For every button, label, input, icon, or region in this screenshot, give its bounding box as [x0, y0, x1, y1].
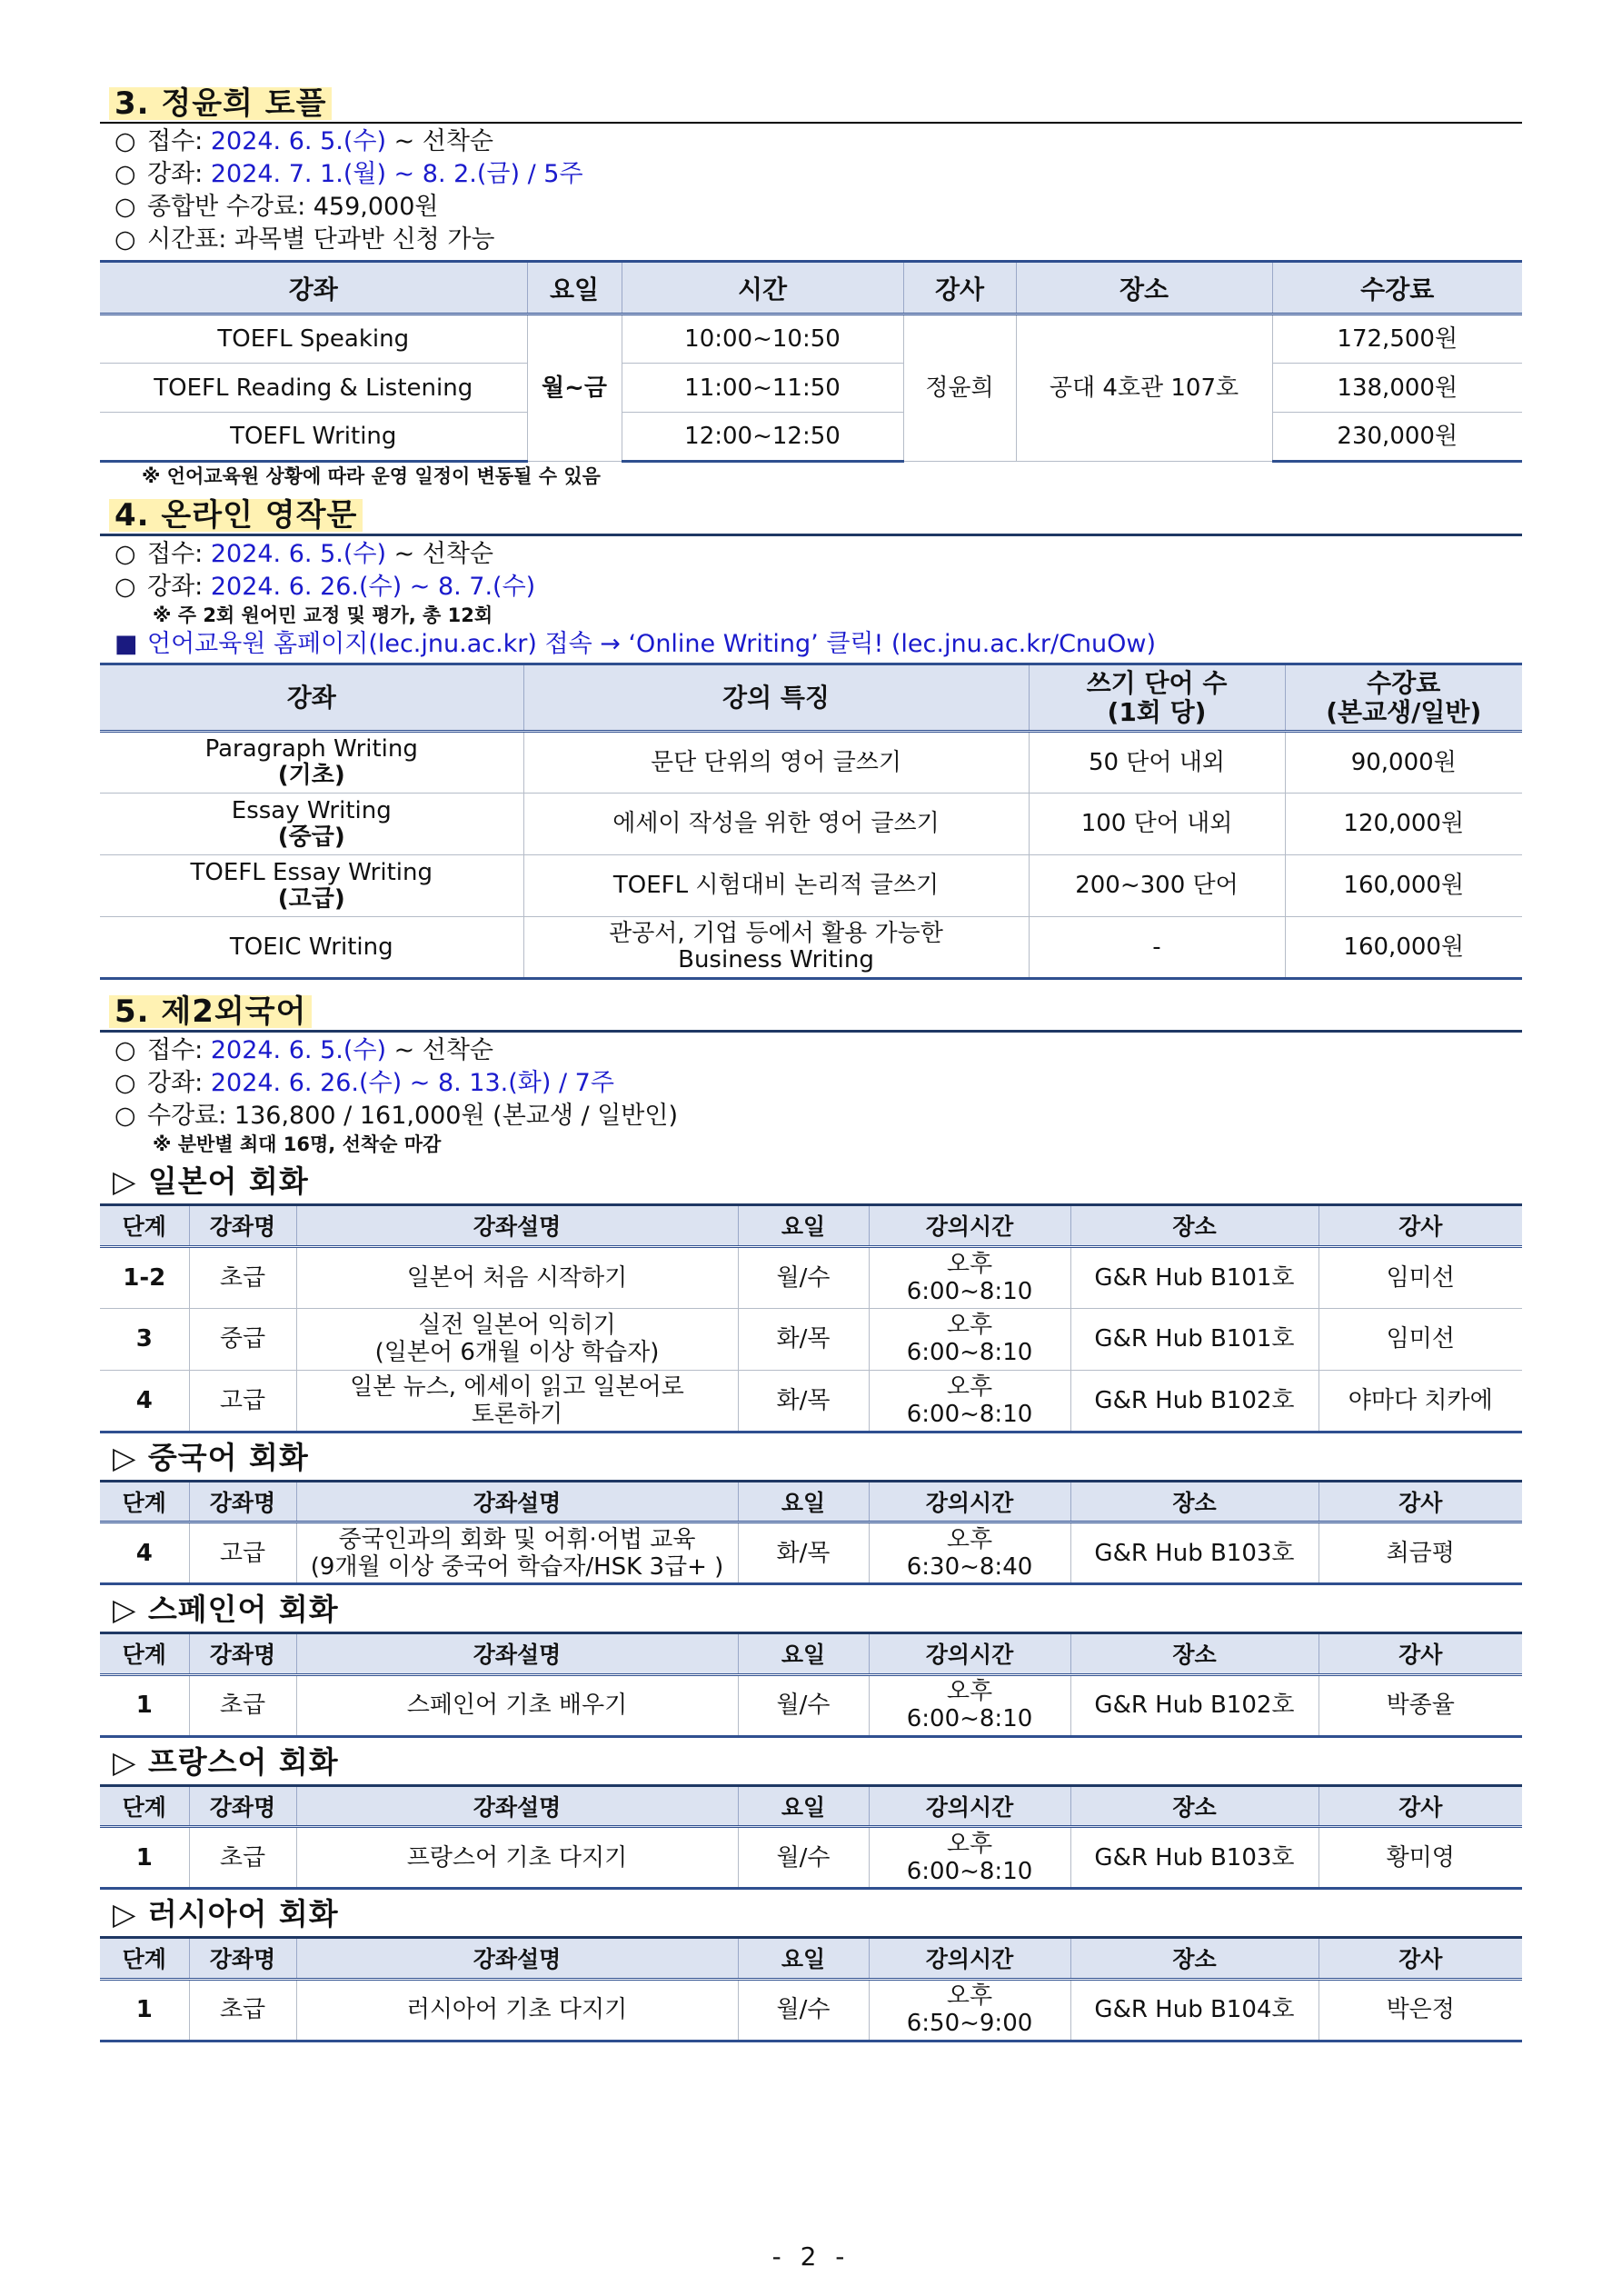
- info-label: 시간표: 과목별 단과반 신청 가능: [147, 225, 495, 254]
- header-time-cell: 강의시간: [869, 1787, 1070, 1827]
- course-level-name: 고급: [189, 1522, 296, 1584]
- info-date: 2024. 6. 5.(수): [210, 1036, 386, 1064]
- level-cell: 4: [100, 1522, 189, 1584]
- level-cell: 3: [100, 1308, 189, 1370]
- header-day-cell: 요일: [738, 1634, 869, 1674]
- level-cell: 4: [100, 1370, 189, 1432]
- fee-cell: 138,000원: [1272, 364, 1522, 413]
- header-course: 강좌: [100, 664, 523, 732]
- time-cell: 오후 6:00~8:10: [869, 1246, 1070, 1308]
- info-date: 2024. 7. 1.(월) ~ 8. 2.(금) / 5주: [210, 160, 583, 188]
- place-cell: G&R Hub B103호: [1070, 1522, 1318, 1584]
- info-line: [100, 1067, 1522, 1100]
- info-date: 2024. 6. 26.(수) ~ 8. 7.(수): [210, 573, 536, 601]
- header-day-cell: 요일: [738, 1482, 869, 1522]
- info-label: 수강료: 136,800 / 161,000원 (본교생 / 일반인): [147, 1102, 678, 1130]
- section-4-info: [100, 538, 1522, 604]
- info-rest: ~ 선착순: [385, 127, 494, 155]
- word-count: -: [1029, 917, 1285, 979]
- table-row: [100, 855, 1522, 917]
- info-rest: ~ 선착순: [385, 1036, 494, 1064]
- table-row: [100, 1522, 1522, 1584]
- section-5-title: 5. 제2외국어: [100, 991, 1522, 1033]
- place-cell: G&R Hub B104호: [1070, 1979, 1318, 2041]
- header-course-description: 강좌설명: [296, 1482, 738, 1522]
- circle-bullet-icon: ○: [114, 225, 136, 254]
- course-name: TOEFL Speaking: [100, 314, 527, 364]
- course-level-name: 고급: [189, 1370, 296, 1432]
- circle-bullet-icon: ○: [114, 1036, 136, 1064]
- time-cell: 오후 6:00~8:10: [869, 1370, 1070, 1432]
- course-description: 실전 일본어 익히기 (일본어 6개월 이상 학습자): [296, 1308, 738, 1370]
- course-description: 중국인과의 회화 및 어휘·어법 교육 (9개월 이상 중국어 학습자/HSK 3급+ ): [296, 1522, 738, 1584]
- course-description: 스페인어 기초 배우기: [296, 1674, 738, 1736]
- course-features: 문단 단위의 영어 글쓰기: [523, 732, 1029, 794]
- circle-bullet-icon: ○: [114, 193, 136, 221]
- header-course-description: 강좌설명: [296, 1634, 738, 1674]
- info-line: [100, 1100, 1522, 1133]
- header-place-cell: 장소: [1070, 1206, 1318, 1246]
- course-name: TOEIC Writing: [100, 917, 523, 979]
- table-row: [100, 1308, 1522, 1370]
- circle-bullet-icon: ○: [114, 573, 136, 601]
- header-course-description: 강좌설명: [296, 1206, 738, 1246]
- course-description: 일본 뉴스, 에세이 읽고 일본어로 토론하기: [296, 1370, 738, 1432]
- time-cell: 12:00~12:50: [622, 413, 903, 462]
- info-label: 접수:: [147, 1036, 211, 1064]
- fee-cell: 160,000원: [1285, 917, 1522, 979]
- online-writing-table: [100, 663, 1522, 980]
- document-page: [100, 82, 1522, 2042]
- language-course-table: [100, 1939, 1522, 2042]
- course-name: TOEFL Reading & Listening: [100, 364, 527, 413]
- header-day-cell: 요일: [738, 1939, 869, 1979]
- word-count: 50 단어 내외: [1029, 732, 1285, 794]
- header-place: 장소: [1016, 262, 1272, 314]
- header-course-description: 강좌설명: [296, 1939, 738, 1979]
- info-line: [100, 571, 1522, 604]
- teacher-cell: 야마다 치카에: [1318, 1370, 1522, 1432]
- day-cell: 월/수: [738, 1979, 869, 2041]
- level-cell: 1-2: [100, 1246, 189, 1308]
- level-cell: 1: [100, 1674, 189, 1736]
- course-name: Essay Writing (중급): [100, 794, 523, 855]
- fee-cell: 90,000원: [1285, 732, 1522, 794]
- section-3-title: 3. 정윤희 토플: [100, 82, 1522, 124]
- info-date: 2024. 6. 26.(수) ~ 8. 13.(화) / 7주: [210, 1069, 614, 1097]
- info-label: 강좌:: [147, 1069, 211, 1097]
- language-group-title: ▷ 러시아어 회화: [100, 1892, 1522, 1939]
- table-row: [100, 1979, 1522, 2041]
- header-features: 강의 특징: [523, 664, 1029, 732]
- header-teacher-cell: 강사: [1318, 1206, 1522, 1246]
- info-label: 강좌:: [147, 573, 211, 601]
- header-course-level-name: 강좌명: [189, 1482, 296, 1522]
- course-name: Paragraph Writing (기초): [100, 732, 523, 794]
- time-cell: 오후 6:50~9:00: [869, 1979, 1070, 2041]
- place-cell: G&R Hub B102호: [1070, 1674, 1318, 1736]
- language-course-table: [100, 1482, 1522, 1586]
- teacher-cell: 박은정: [1318, 1979, 1522, 2041]
- info-line: [100, 538, 1522, 571]
- section-3-info: [100, 125, 1522, 256]
- day-cell: 월/수: [738, 1827, 869, 1889]
- header-course-description: 강좌설명: [296, 1787, 738, 1827]
- course-level-name: 초급: [189, 1674, 296, 1736]
- info-date: 2024. 6. 5.(수): [210, 127, 386, 155]
- time-cell: 오후 6:30~8:40: [869, 1522, 1070, 1584]
- header-day-cell: 요일: [738, 1206, 869, 1246]
- circle-bullet-icon: ○: [114, 127, 136, 155]
- teacher-cell: 임미선: [1318, 1308, 1522, 1370]
- table-row: [100, 1370, 1522, 1432]
- header-level-cell: 단계: [100, 1482, 189, 1522]
- time-cell: 오후 6:00~8:10: [869, 1827, 1070, 1889]
- header-place-cell: 장소: [1070, 1634, 1318, 1674]
- header-fee: 수강료: [1272, 262, 1522, 314]
- header-teacher-cell: 강사: [1318, 1939, 1522, 1979]
- language-course-table: [100, 1787, 1522, 1891]
- language-course-table: [100, 1206, 1522, 1433]
- header-course-level-name: 강좌명: [189, 1634, 296, 1674]
- header-day: 요일: [527, 262, 622, 314]
- header-teacher-cell: 강사: [1318, 1482, 1522, 1522]
- square-bullet-icon: ■: [114, 630, 138, 658]
- section-3-note: ※ 언어교육원 상황에 따라 운영 일정이 변동될 수 있음: [142, 465, 601, 487]
- word-count: 100 단어 내외: [1029, 794, 1285, 855]
- teacher-cell: 최금평: [1318, 1522, 1522, 1584]
- language-group-title: ▷ 일본어 회화: [100, 1159, 1522, 1206]
- table-row: [100, 413, 1522, 462]
- place-cell: 공대 4호관 107호: [1016, 314, 1272, 462]
- header-course-level-name: 강좌명: [189, 1206, 296, 1246]
- header-level-cell: 단계: [100, 1787, 189, 1827]
- header-course: 강좌: [100, 262, 527, 314]
- header-fee: 수강료 (본교생/일반): [1285, 664, 1522, 732]
- teacher-cell: 정윤희: [903, 314, 1016, 462]
- header-place-cell: 장소: [1070, 1787, 1318, 1827]
- header-teacher-cell: 강사: [1318, 1787, 1522, 1827]
- circle-bullet-icon: ○: [114, 540, 136, 568]
- fee-cell: 172,500원: [1272, 314, 1522, 364]
- course-level-name: 중급: [189, 1308, 296, 1370]
- level-cell: 1: [100, 1827, 189, 1889]
- header-teacher-cell: 강사: [1318, 1634, 1522, 1674]
- language-course-groups: [100, 1159, 1522, 2042]
- info-date: 2024. 6. 5.(수): [210, 540, 386, 568]
- table-row: [100, 732, 1522, 794]
- day-cell: 월/수: [738, 1674, 869, 1736]
- course-description: 러시아어 기초 다지기: [296, 1979, 738, 2041]
- section-5-info: [100, 1034, 1522, 1133]
- day-cell: 화/목: [738, 1308, 869, 1370]
- word-count: 200~300 단어: [1029, 855, 1285, 917]
- fee-cell: 160,000원: [1285, 855, 1522, 917]
- course-name: TOEFL Writing: [100, 413, 527, 462]
- header-teacher: 강사: [903, 262, 1016, 314]
- teacher-cell: 박종율: [1318, 1674, 1522, 1736]
- header-time-cell: 강의시간: [869, 1482, 1070, 1522]
- course-features: 에세이 작성을 위한 영어 글쓰기: [523, 794, 1029, 855]
- table-row: [100, 917, 1522, 979]
- language-group-title: ▷ 프랑스어 회화: [100, 1740, 1522, 1787]
- header-place-cell: 장소: [1070, 1482, 1318, 1522]
- header-course-level-name: 강좌명: [189, 1787, 296, 1827]
- header-level-cell: 단계: [100, 1634, 189, 1674]
- header-place-cell: 장소: [1070, 1939, 1318, 1979]
- day-cell: 화/목: [738, 1370, 869, 1432]
- language-course-table: [100, 1634, 1522, 1738]
- info-line: [100, 224, 1522, 256]
- course-features: TOEFL 시험대비 논리적 글쓰기: [523, 855, 1029, 917]
- header-time-cell: 강의시간: [869, 1206, 1070, 1246]
- place-cell: G&R Hub B101호: [1070, 1308, 1318, 1370]
- course-level-name: 초급: [189, 1246, 296, 1308]
- info-line: [100, 1034, 1522, 1067]
- day-cell: 화/목: [738, 1522, 869, 1584]
- info-label: 접수:: [147, 540, 211, 568]
- table-row: [100, 1827, 1522, 1889]
- course-features: 관공서, 기업 등에서 활용 가능한 Business Writing: [523, 917, 1029, 979]
- header-word-count: 쓰기 단어 수 (1회 당): [1029, 664, 1285, 732]
- circle-bullet-icon: ○: [114, 1102, 136, 1130]
- language-group-title: ▷ 스페인어 회화: [100, 1587, 1522, 1634]
- circle-bullet-icon: ○: [114, 160, 136, 188]
- table-row: [100, 314, 1522, 364]
- place-cell: G&R Hub B103호: [1070, 1827, 1318, 1889]
- course-name: TOEFL Essay Writing (고급): [100, 855, 523, 917]
- place-cell: G&R Hub B102호: [1070, 1370, 1318, 1432]
- info-label: 접수:: [147, 127, 211, 155]
- language-group-title: ▷ 중국어 회화: [100, 1435, 1522, 1482]
- time-cell: 10:00~10:50: [622, 314, 903, 364]
- header-time-cell: 강의시간: [869, 1939, 1070, 1979]
- page-number: - 2 -: [771, 2241, 851, 2271]
- header-level-cell: 단계: [100, 1939, 189, 1979]
- info-line: [100, 125, 1522, 158]
- fee-cell: 120,000원: [1285, 794, 1522, 855]
- course-level-name: 초급: [189, 1827, 296, 1889]
- table-row: [100, 364, 1522, 413]
- day-cell: 월~금: [527, 314, 622, 462]
- course-description: 일본어 처음 시작하기: [296, 1246, 738, 1308]
- info-label: 종합반 수강료: 459,000원: [147, 193, 439, 221]
- table-row: [100, 794, 1522, 855]
- time-cell: 오후 6:00~8:10: [869, 1674, 1070, 1736]
- info-line: [100, 158, 1522, 191]
- toefl-schedule-table: [100, 260, 1522, 463]
- course-description: 프랑스어 기초 다지기: [296, 1827, 738, 1889]
- teacher-cell: 황미영: [1318, 1827, 1522, 1889]
- table-row: [100, 1674, 1522, 1736]
- circle-bullet-icon: ○: [114, 1069, 136, 1097]
- day-cell: 월/수: [738, 1246, 869, 1308]
- header-day-cell: 요일: [738, 1787, 869, 1827]
- section-4-title: 4. 온라인 영작문: [100, 494, 1522, 536]
- homepage-link[interactable]: ■ 언어교육원 홈페이지(lec.jnu.ac.kr) 접속 → ‘Online Writing’ 클릭! (lec.jnu.ac.kr/CnuOw): [100, 628, 1522, 661]
- info-label: 강좌:: [147, 160, 211, 188]
- level-cell: 1: [100, 1979, 189, 2041]
- section-4-note: ※ 주 2회 원어민 교정 및 평가, 총 12회: [153, 604, 493, 626]
- info-rest: ~ 선착순: [385, 540, 494, 568]
- header-time: 시간: [622, 262, 903, 314]
- header-time-cell: 강의시간: [869, 1634, 1070, 1674]
- time-cell: 오후 6:00~8:10: [869, 1308, 1070, 1370]
- place-cell: G&R Hub B101호: [1070, 1246, 1318, 1308]
- header-course-level-name: 강좌명: [189, 1939, 296, 1979]
- table-row: [100, 1246, 1522, 1308]
- section-5-note: ※ 분반별 최대 16명, 선착순 마감: [153, 1133, 442, 1155]
- fee-cell: 230,000원: [1272, 413, 1522, 462]
- info-line: [100, 191, 1522, 224]
- header-level-cell: 단계: [100, 1206, 189, 1246]
- course-level-name: 초급: [189, 1979, 296, 2041]
- teacher-cell: 임미선: [1318, 1246, 1522, 1308]
- time-cell: 11:00~11:50: [622, 364, 903, 413]
